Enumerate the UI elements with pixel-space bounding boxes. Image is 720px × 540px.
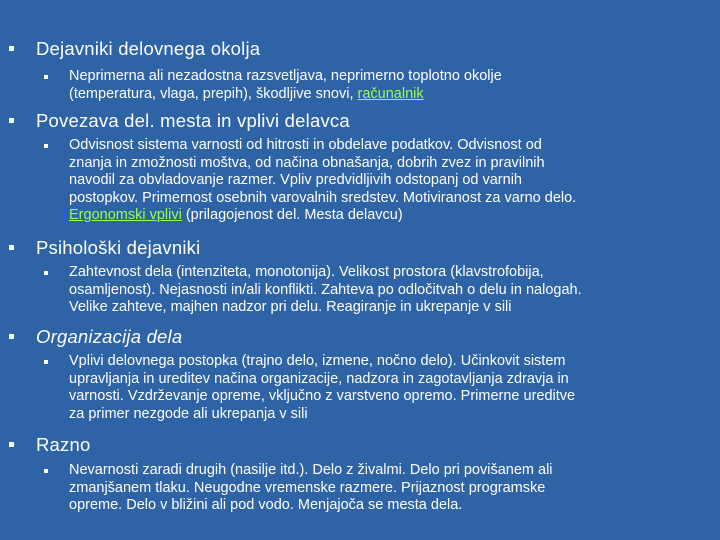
body-line: za primer nezgode ali ukrepanja v sili	[69, 405, 308, 422]
square-bullet-icon	[44, 360, 48, 364]
heading-text: Povezava del. mesta in vplivi delavca	[36, 110, 350, 131]
body-line: Odvisnost sistema varnosti od hitrosti in obdelave podatkov. Odvisnost od	[69, 137, 542, 153]
square-bullet-icon	[9, 245, 14, 250]
heading-text: Dejavniki delovnega okolja	[36, 38, 261, 59]
heading-text: Razno	[36, 434, 91, 455]
body-line: Zahtevnost dela (intenziteta, monotonija). Velikost prostora (klavstrofobija,	[69, 264, 544, 280]
body-line: Vplivi delovnega postopka (trajno delo, izmene, nočno delo). Učinkovit sistem	[69, 353, 566, 369]
body-line: opreme. Delo v bližini ali pod vodo. Menjajoča se mesta dela.	[69, 497, 463, 514]
body-line: znanja in zmožnosti moštva, od načina obnašanja, dobrih zvez in pravilnih	[69, 154, 545, 171]
square-bullet-icon	[9, 334, 14, 339]
body-line-text: (prilagojenost del. Mesta delavcu)	[181, 207, 403, 224]
body-line: postopkov. Primernost osebnih varovalnih sredstev. Motiviranost za varno delo.	[69, 189, 577, 206]
square-bullet-icon	[9, 46, 14, 51]
body-line: osamljenost). Nejasnosti in/ali konflikti. Zahteva po odločitvah o delu in nalogah.	[69, 281, 582, 298]
body-line	[69, 86, 719, 104]
body-line	[69, 207, 719, 225]
body-line: varnosti. Vzdrževanje opreme, vključno z varstveno opremo. Primerne ureditve	[69, 388, 576, 405]
ergonomski-vplivi-link[interactable]: Ergonomski vplivi	[69, 207, 182, 224]
racunalnik-link[interactable]: računalnik	[357, 85, 424, 102]
square-bullet-icon	[44, 271, 48, 275]
body-line: Neprimerna ali nezadostna razsvetljava, neprimerno toplotno okolje	[69, 68, 502, 84]
body-line: navodil za obvladovanje razmer. Vpliv predvidljivih odstopanj od varnih	[69, 172, 522, 189]
square-bullet-icon	[44, 144, 48, 148]
body-line: zmanjšanem tlaku. Neugodne vremenske razmere. Prijaznost programske	[69, 479, 546, 496]
square-bullet-icon	[44, 75, 48, 79]
heading-text: Organizacija dela	[36, 326, 183, 347]
body-line: Nevarnosti zaradi drugih (nasilje itd.). Delo z živalmi. Delo pri povišanem ali	[69, 462, 553, 478]
square-bullet-icon	[44, 469, 48, 473]
body-line: upravljanja in ureditev načina organizacije, nadzora in zagotavljanja zdravja in	[69, 370, 569, 387]
square-bullet-icon	[9, 118, 14, 123]
square-bullet-icon	[9, 442, 14, 447]
body-line-text: (temperatura, vlaga, prepih), škodljive snovi,	[69, 85, 358, 102]
heading-text: Psihološki dejavniki	[36, 237, 201, 258]
body-line: Velike zahteve, majhen nadzor pri delu. Reagiranje in ukrepanje v sili	[69, 299, 512, 316]
